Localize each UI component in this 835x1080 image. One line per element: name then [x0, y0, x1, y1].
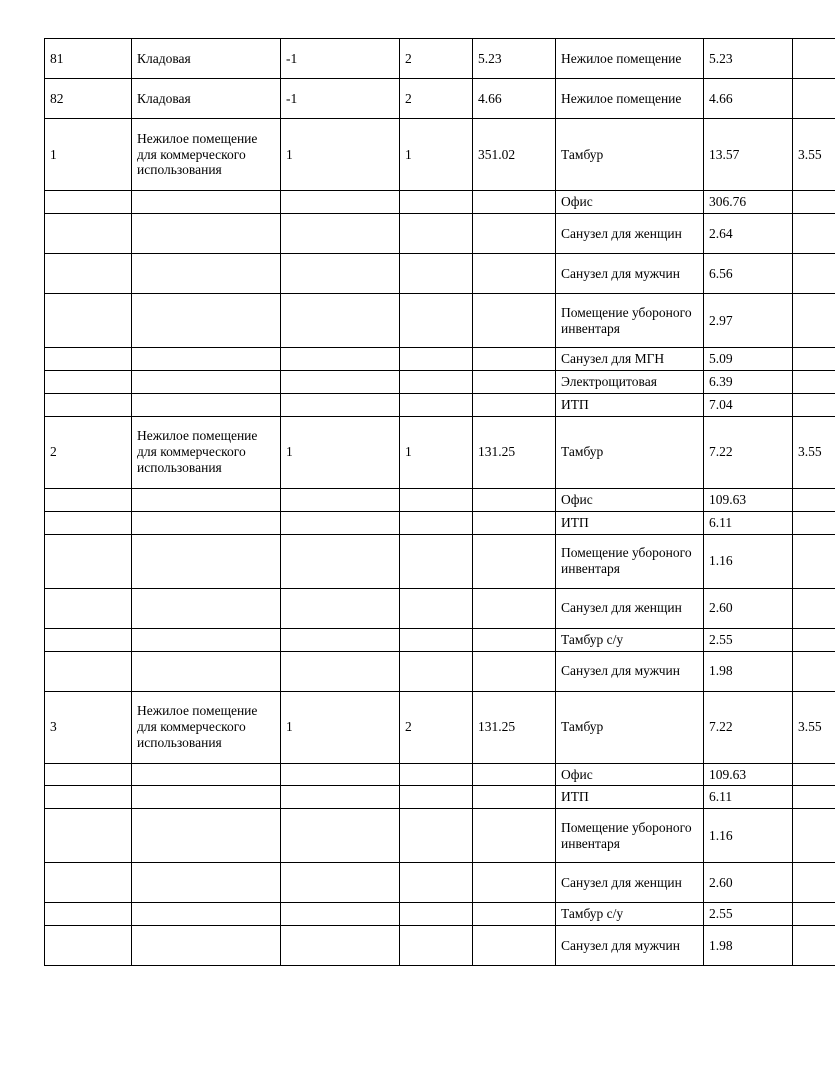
- cell-room-area: 1.16: [704, 534, 793, 588]
- cell-floor: 1: [281, 416, 400, 488]
- table-row: [45, 588, 835, 628]
- cell-floor: [281, 628, 400, 651]
- cell-name: [132, 191, 281, 214]
- cell-room-name: ИТП: [556, 393, 704, 416]
- cell-num: 1: [45, 119, 132, 191]
- cell-section: [400, 809, 473, 863]
- cell-room-area: 4.66: [704, 79, 793, 119]
- cell-section: [400, 214, 473, 254]
- cell-room-area: 7.22: [704, 416, 793, 488]
- cell-num: [45, 863, 132, 903]
- cell-num: [45, 926, 132, 966]
- cell-room-name: Помещение убороного инвентаря: [556, 294, 704, 348]
- cell-num: 82: [45, 79, 132, 119]
- cell-room-area: 1.98: [704, 651, 793, 691]
- cell-room-area: 6.11: [704, 786, 793, 809]
- cell-floor: [281, 786, 400, 809]
- cell-floor: [281, 809, 400, 863]
- cell-room-name: Санузел для мужчин: [556, 651, 704, 691]
- cell-room-name: Помещение убороного инвентаря: [556, 534, 704, 588]
- cell-name: [132, 786, 281, 809]
- cell-extra: [793, 370, 835, 393]
- cell-section: [400, 651, 473, 691]
- cell-total-area: 5.23: [473, 39, 556, 79]
- cell-name: [132, 488, 281, 511]
- cell-extra: [793, 214, 835, 254]
- cell-room-area: 1.16: [704, 809, 793, 863]
- cell-name: [132, 534, 281, 588]
- cell-room-name: Электрощитовая: [556, 370, 704, 393]
- cell-section: [400, 511, 473, 534]
- table-row: [45, 254, 835, 294]
- cell-section: 1: [400, 119, 473, 191]
- cell-room-name: Тамбур: [556, 119, 704, 191]
- cell-extra: [793, 903, 835, 926]
- cell-num: [45, 294, 132, 348]
- cell-extra: [793, 926, 835, 966]
- cell-section: [400, 786, 473, 809]
- cell-room-area: 5.09: [704, 348, 793, 371]
- cell-name: [132, 903, 281, 926]
- cell-floor: -1: [281, 79, 400, 119]
- cell-name: [132, 588, 281, 628]
- cell-extra: [793, 588, 835, 628]
- cell-floor: [281, 393, 400, 416]
- cell-total-area: [473, 488, 556, 511]
- cell-section: [400, 903, 473, 926]
- cell-total-area: [473, 393, 556, 416]
- cell-room-name: Санузел для мужчин: [556, 254, 704, 294]
- cell-total-area: [473, 651, 556, 691]
- cell-num: [45, 488, 132, 511]
- cell-room-area: 6.11: [704, 511, 793, 534]
- cell-extra: [793, 39, 835, 79]
- cell-section: [400, 348, 473, 371]
- cell-floor: [281, 348, 400, 371]
- cell-total-area: [473, 511, 556, 534]
- cell-total-area: [473, 903, 556, 926]
- cell-room-name: Санузел для мужчин: [556, 926, 704, 966]
- cell-extra: [793, 393, 835, 416]
- cell-name: Нежилое помещение для коммерческого использования: [132, 691, 281, 763]
- cell-section: [400, 191, 473, 214]
- cell-section: [400, 488, 473, 511]
- cell-floor: [281, 588, 400, 628]
- table-row: [45, 926, 835, 966]
- cell-name: Кладовая: [132, 39, 281, 79]
- cell-room-area: 2.60: [704, 588, 793, 628]
- cell-section: [400, 763, 473, 786]
- cell-name: [132, 393, 281, 416]
- cell-name: Кладовая: [132, 79, 281, 119]
- table-row: [45, 79, 835, 119]
- cell-name: [132, 511, 281, 534]
- table-row: [45, 488, 835, 511]
- cell-extra: [793, 79, 835, 119]
- cell-name: [132, 294, 281, 348]
- cell-total-area: [473, 628, 556, 651]
- table-body: [45, 39, 835, 966]
- cell-extra: [793, 628, 835, 651]
- cell-name: [132, 809, 281, 863]
- cell-floor: [281, 926, 400, 966]
- cell-section: [400, 393, 473, 416]
- cell-num: [45, 393, 132, 416]
- cell-num: [45, 370, 132, 393]
- cell-room-name: Тамбур: [556, 691, 704, 763]
- premises-table: [44, 38, 835, 966]
- cell-extra: [793, 254, 835, 294]
- cell-floor: [281, 903, 400, 926]
- cell-num: 3: [45, 691, 132, 763]
- cell-total-area: [473, 191, 556, 214]
- cell-room-area: 5.23: [704, 39, 793, 79]
- cell-floor: [281, 191, 400, 214]
- cell-room-area: 109.63: [704, 763, 793, 786]
- table-row: [45, 191, 835, 214]
- cell-room-name: ИТП: [556, 511, 704, 534]
- cell-section: [400, 534, 473, 588]
- table-row: [45, 809, 835, 863]
- cell-name: Нежилое помещение для коммерческого использования: [132, 416, 281, 488]
- cell-room-name: Помещение убороного инвентаря: [556, 809, 704, 863]
- cell-num: [45, 191, 132, 214]
- cell-total-area: [473, 926, 556, 966]
- cell-extra: [793, 786, 835, 809]
- cell-room-area: 2.60: [704, 863, 793, 903]
- cell-room-area: 13.57: [704, 119, 793, 191]
- cell-floor: [281, 763, 400, 786]
- table-row: [45, 39, 835, 79]
- cell-room-area: 109.63: [704, 488, 793, 511]
- cell-num: [45, 348, 132, 371]
- cell-extra: [793, 488, 835, 511]
- cell-room-name: Тамбур с/у: [556, 903, 704, 926]
- cell-total-area: [473, 809, 556, 863]
- cell-room-area: 2.55: [704, 628, 793, 651]
- cell-floor: [281, 651, 400, 691]
- table-row: [45, 214, 835, 254]
- cell-room-name: Нежилое помещение: [556, 79, 704, 119]
- cell-name: [132, 214, 281, 254]
- cell-room-area: 306.76: [704, 191, 793, 214]
- table-row: [45, 370, 835, 393]
- cell-total-area: [473, 588, 556, 628]
- cell-num: [45, 763, 132, 786]
- cell-floor: [281, 370, 400, 393]
- cell-room-name: Офис: [556, 488, 704, 511]
- table-row: [45, 534, 835, 588]
- cell-name: [132, 651, 281, 691]
- cell-floor: [281, 534, 400, 588]
- cell-extra: [793, 809, 835, 863]
- cell-section: [400, 294, 473, 348]
- cell-section: 1: [400, 416, 473, 488]
- cell-room-name: Нежилое помещение: [556, 39, 704, 79]
- cell-floor: [281, 488, 400, 511]
- table-row: [45, 348, 835, 371]
- cell-num: [45, 786, 132, 809]
- cell-num: [45, 628, 132, 651]
- cell-room-name: Тамбур с/у: [556, 628, 704, 651]
- cell-room-name: Санузел для женщин: [556, 214, 704, 254]
- table-row: [45, 903, 835, 926]
- cell-name: [132, 926, 281, 966]
- cell-num: 2: [45, 416, 132, 488]
- cell-extra: [793, 511, 835, 534]
- cell-room-area: 7.04: [704, 393, 793, 416]
- table-row: [45, 628, 835, 651]
- cell-extra: 3.55: [793, 416, 835, 488]
- cell-room-name: ИТП: [556, 786, 704, 809]
- table-row: [45, 511, 835, 534]
- cell-name: Нежилое помещение для коммерческого использования: [132, 119, 281, 191]
- cell-extra: 3.55: [793, 691, 835, 763]
- cell-floor: 1: [281, 119, 400, 191]
- cell-section: [400, 370, 473, 393]
- cell-room-name: Офис: [556, 763, 704, 786]
- cell-floor: [281, 863, 400, 903]
- cell-total-area: [473, 370, 556, 393]
- cell-num: [45, 903, 132, 926]
- cell-extra: [793, 294, 835, 348]
- cell-room-area: 7.22: [704, 691, 793, 763]
- cell-room-area: 2.55: [704, 903, 793, 926]
- cell-total-area: [473, 534, 556, 588]
- table-row: [45, 691, 835, 763]
- cell-section: [400, 863, 473, 903]
- cell-name: [132, 348, 281, 371]
- cell-room-name: Санузел для МГН: [556, 348, 704, 371]
- cell-section: [400, 628, 473, 651]
- cell-extra: [793, 763, 835, 786]
- cell-total-area: 131.25: [473, 416, 556, 488]
- cell-section: 2: [400, 39, 473, 79]
- cell-total-area: [473, 786, 556, 809]
- cell-room-name: Санузел для женщин: [556, 863, 704, 903]
- cell-section: 2: [400, 79, 473, 119]
- cell-floor: -1: [281, 39, 400, 79]
- cell-name: [132, 763, 281, 786]
- cell-room-name: Офис: [556, 191, 704, 214]
- cell-section: 2: [400, 691, 473, 763]
- cell-num: [45, 534, 132, 588]
- cell-extra: 3.55: [793, 119, 835, 191]
- cell-num: [45, 511, 132, 534]
- table-row: [45, 651, 835, 691]
- cell-num: [45, 651, 132, 691]
- cell-total-area: 131.25: [473, 691, 556, 763]
- cell-total-area: 351.02: [473, 119, 556, 191]
- cell-floor: 1: [281, 691, 400, 763]
- cell-total-area: [473, 294, 556, 348]
- cell-section: [400, 254, 473, 294]
- cell-floor: [281, 214, 400, 254]
- cell-floor: [281, 294, 400, 348]
- cell-section: [400, 926, 473, 966]
- cell-num: [45, 809, 132, 863]
- cell-total-area: [473, 863, 556, 903]
- cell-extra: [793, 534, 835, 588]
- cell-total-area: [473, 348, 556, 371]
- cell-num: [45, 588, 132, 628]
- cell-name: [132, 863, 281, 903]
- cell-total-area: [473, 254, 556, 294]
- cell-room-name: Тамбур: [556, 416, 704, 488]
- cell-floor: [281, 254, 400, 294]
- cell-total-area: 4.66: [473, 79, 556, 119]
- cell-section: [400, 588, 473, 628]
- cell-name: [132, 370, 281, 393]
- cell-room-area: 2.97: [704, 294, 793, 348]
- cell-floor: [281, 511, 400, 534]
- cell-name: [132, 628, 281, 651]
- cell-extra: [793, 191, 835, 214]
- table-row: [45, 119, 835, 191]
- cell-num: 81: [45, 39, 132, 79]
- cell-total-area: [473, 214, 556, 254]
- cell-room-area: 2.64: [704, 214, 793, 254]
- table-row: [45, 786, 835, 809]
- cell-room-name: Санузел для женщин: [556, 588, 704, 628]
- table-row: [45, 393, 835, 416]
- cell-room-area: 6.39: [704, 370, 793, 393]
- table-row: [45, 863, 835, 903]
- cell-room-area: 1.98: [704, 926, 793, 966]
- cell-name: [132, 254, 281, 294]
- cell-room-area: 6.56: [704, 254, 793, 294]
- table-row: [45, 416, 835, 488]
- cell-extra: [793, 863, 835, 903]
- cell-num: [45, 214, 132, 254]
- cell-num: [45, 254, 132, 294]
- table-row: [45, 294, 835, 348]
- cell-total-area: [473, 763, 556, 786]
- cell-extra: [793, 651, 835, 691]
- table-row: [45, 763, 835, 786]
- cell-extra: [793, 348, 835, 371]
